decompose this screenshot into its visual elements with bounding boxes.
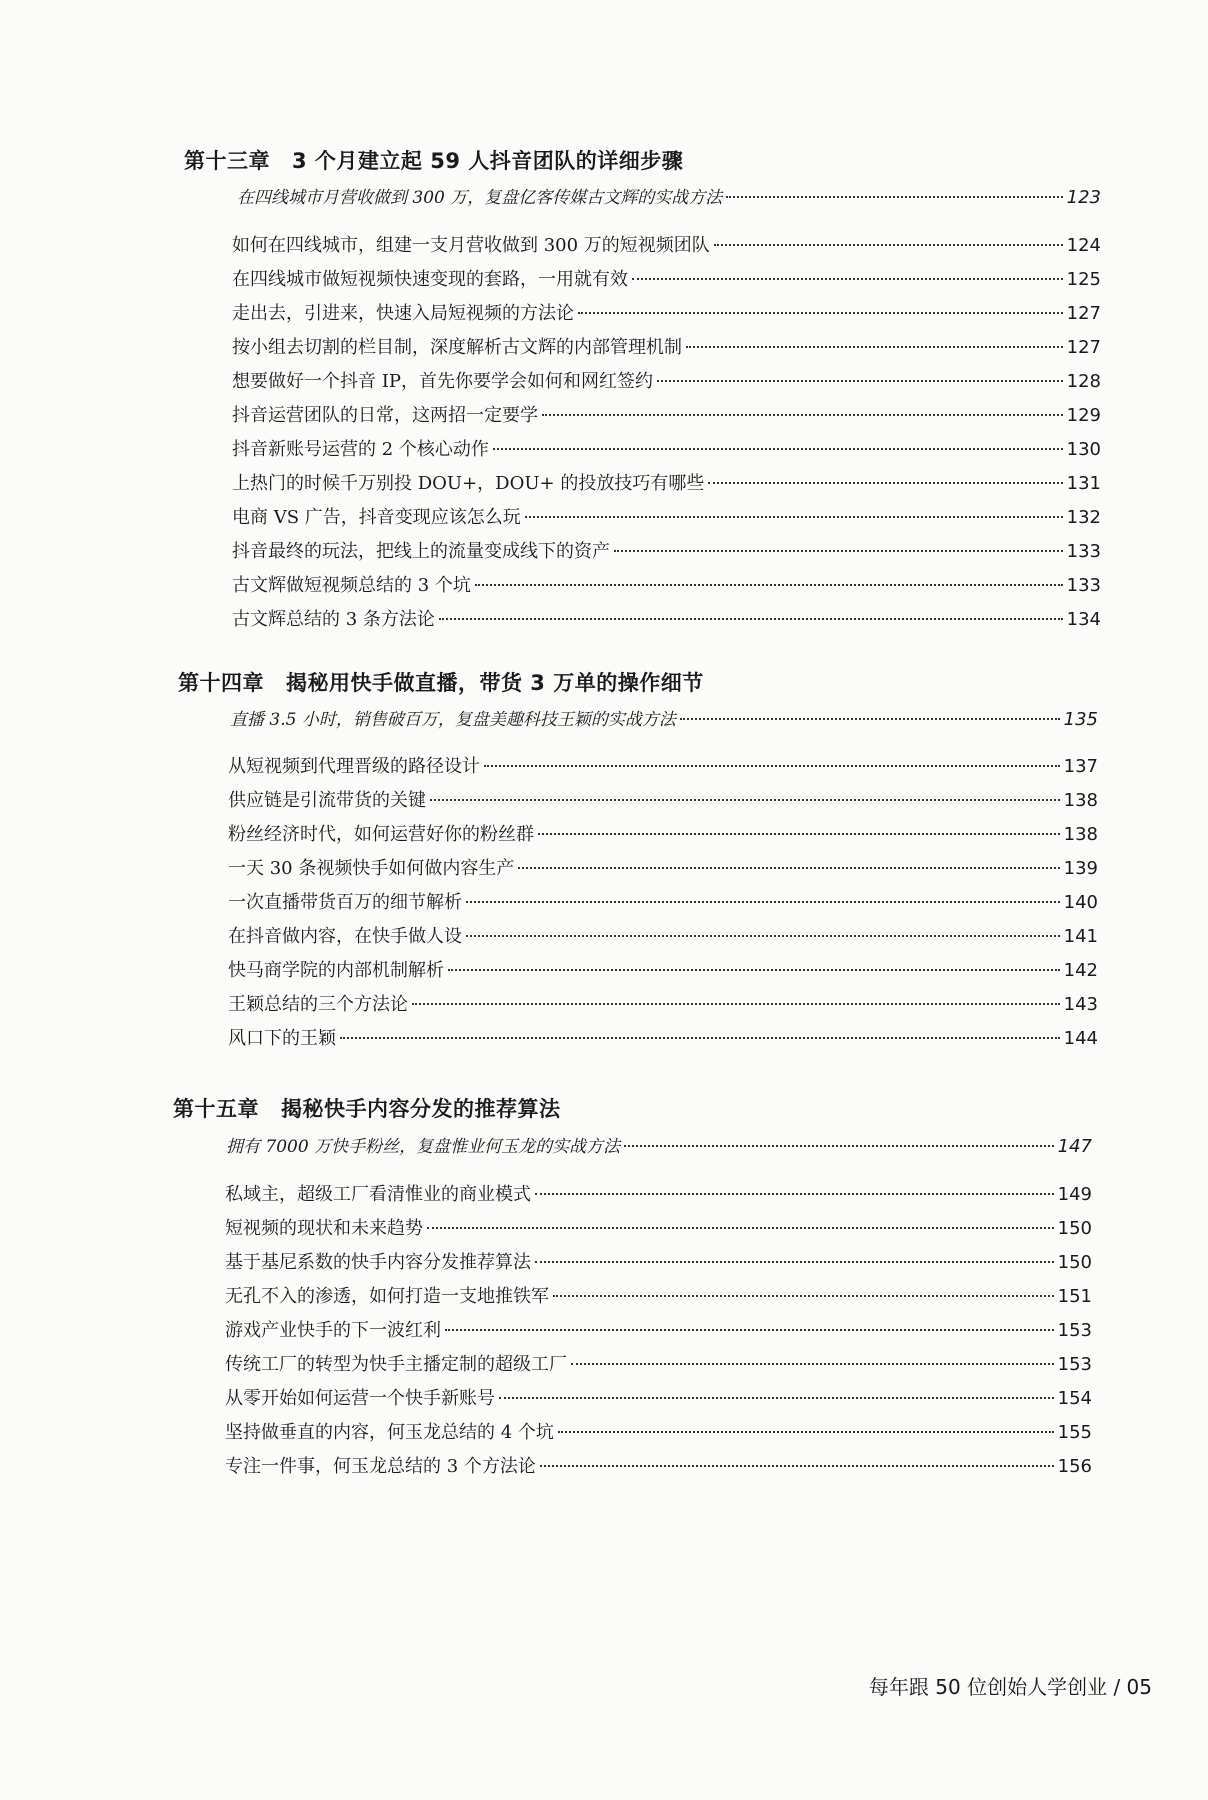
- leader-dots: [466, 935, 1060, 937]
- leader-dots: [535, 1193, 1054, 1195]
- page-number: 135: [1063, 709, 1098, 730]
- entry-title: 拥有 7000 万快手粉丝，复盘惟业何玉龙的实战方法: [226, 1137, 621, 1157]
- page-number: 141: [1063, 926, 1098, 947]
- entry-title: 抖音最终的玩法，把线上的流量变成线下的资产: [232, 541, 610, 562]
- page-number: 125: [1066, 269, 1101, 290]
- page-number: 151: [1057, 1286, 1092, 1307]
- leader-dots: [448, 969, 1060, 971]
- toc-entry[interactable]: [232, 435, 1101, 465]
- entry-title: 走出去，引进来，快速入局短视频的方法论: [232, 303, 574, 324]
- entry-title: 抖音新账号运营的 2 个核心动作: [232, 439, 489, 460]
- leader-dots: [726, 196, 1062, 198]
- entry-title: 从短视频到代理晋级的路径设计: [228, 756, 480, 777]
- entry-title: 上热门的时候千万别投 DOU+，DOU+ 的投放技巧有哪些: [232, 473, 705, 494]
- page-number: 147: [1057, 1136, 1092, 1157]
- leader-dots: [614, 550, 1063, 552]
- entry-title: 电商 VS 广告，抖音变现应该怎么玩: [232, 507, 521, 528]
- leader-dots: [499, 1397, 1054, 1399]
- toc-entry[interactable]: [225, 1248, 1092, 1278]
- page-number: 134: [1066, 609, 1101, 630]
- entry-title: 一天 30 条视频快手如何做内容生产: [228, 858, 515, 879]
- toc-entry[interactable]: [225, 1418, 1092, 1448]
- page-number: 123: [1066, 187, 1101, 208]
- page-number: 138: [1063, 790, 1098, 811]
- page-number: 150: [1057, 1218, 1092, 1239]
- page-number: 127: [1066, 337, 1101, 358]
- chapter-title: 3 个月建立起 59 人抖音团队的详细步骤: [292, 149, 684, 173]
- leader-dots: [538, 833, 1060, 835]
- leader-dots: [430, 799, 1060, 801]
- page-number: 143: [1063, 994, 1098, 1015]
- page-number: 153: [1057, 1320, 1092, 1341]
- page-number: 133: [1066, 541, 1101, 562]
- entry-title: 一次直播带货百万的细节解析: [228, 892, 462, 913]
- page-number: 144: [1063, 1028, 1098, 1049]
- toc-entry[interactable]: [228, 752, 1098, 782]
- toc-entry[interactable]: [225, 1350, 1092, 1380]
- entry-title: 粉丝经济时代，如何运营好你的粉丝群: [228, 824, 534, 845]
- toc-entry[interactable]: [232, 605, 1101, 635]
- page-number: 127: [1066, 303, 1101, 324]
- entry-title: 在四线城市月营收做到 300 万，复盘亿客传媒古文辉的实战方法: [237, 188, 723, 208]
- entry-title: 坚持做垂直的内容，何玉龙总结的 4 个坑: [225, 1422, 554, 1443]
- toc-entry[interactable]: [232, 401, 1101, 431]
- page-number: 133: [1066, 575, 1101, 596]
- entry-title: 在抖音做内容，在快手做人设: [228, 926, 462, 947]
- entry-title: 古文辉做短视频总结的 3 个坑: [232, 575, 471, 596]
- toc-entry[interactable]: [232, 469, 1101, 499]
- toc-entry[interactable]: [232, 367, 1101, 397]
- leader-dots: [714, 244, 1063, 246]
- page-number: 128: [1066, 371, 1101, 392]
- entry-title: 传统工厂的转型为快手主播定制的超级工厂: [225, 1354, 567, 1375]
- page-number: 137: [1063, 756, 1098, 777]
- leader-dots: [624, 1145, 1054, 1147]
- entry-title: 私域主，超级工厂看清惟业的商业模式: [225, 1184, 531, 1205]
- toc-subtitle-entry[interactable]: [237, 183, 1101, 213]
- page-number: 156: [1057, 1456, 1092, 1477]
- page-number: 124: [1066, 235, 1101, 256]
- entry-title: 在四线城市做短视频快速变现的套路，一用就有效: [232, 269, 628, 290]
- toc-entry[interactable]: [228, 854, 1098, 884]
- page-number: 155: [1057, 1422, 1092, 1443]
- page-number: 153: [1057, 1354, 1092, 1375]
- page-number: 140: [1063, 892, 1098, 913]
- toc-entry[interactable]: [232, 333, 1101, 363]
- leader-dots: [708, 482, 1062, 484]
- entry-title: 古文辉总结的 3 条方法论: [232, 609, 435, 630]
- toc-subtitle-entry[interactable]: [226, 1132, 1092, 1162]
- toc-entry[interactable]: [225, 1384, 1092, 1414]
- leader-dots: [340, 1037, 1060, 1039]
- chapter-number: 第十三章: [184, 149, 270, 173]
- page-number: 149: [1057, 1184, 1092, 1205]
- entry-title: 基于基尼系数的快手内容分发推荐算法: [225, 1252, 531, 1273]
- toc-entry[interactable]: [228, 956, 1098, 986]
- page-footer: 每年跟 50 位创始人学创业 / 05: [868, 1675, 1152, 1699]
- entry-title: 专注一件事，何玉龙总结的 3 个方法论: [225, 1456, 536, 1477]
- toc-entry[interactable]: [228, 1024, 1098, 1054]
- toc-entry[interactable]: [228, 990, 1098, 1020]
- leader-dots: [439, 618, 1063, 620]
- leader-dots: [427, 1227, 1054, 1229]
- toc-entry[interactable]: [228, 820, 1098, 850]
- chapter-heading: [178, 669, 704, 697]
- toc-entry[interactable]: [225, 1316, 1092, 1346]
- entry-title: 想要做好一个抖音 IP，首先你要学会如何和网红签约: [232, 371, 653, 392]
- chapter-title: 揭秘用快手做直播，带货 3 万单的操作细节: [286, 671, 704, 695]
- toc-entry[interactable]: [225, 1282, 1092, 1312]
- toc-entry[interactable]: [228, 786, 1098, 816]
- entry-title: 快马商学院的内部机制解析: [228, 960, 444, 981]
- page-number: 138: [1063, 824, 1098, 845]
- entry-title: 短视频的现状和未来趋势: [225, 1218, 423, 1239]
- leader-dots: [542, 414, 1063, 416]
- page-number: 130: [1066, 439, 1101, 460]
- page-number: 129: [1066, 405, 1101, 426]
- page-number: 132: [1066, 507, 1101, 528]
- leader-dots: [571, 1363, 1054, 1365]
- leader-dots: [475, 584, 1063, 586]
- leader-dots: [632, 278, 1063, 280]
- toc-entry[interactable]: [232, 231, 1101, 261]
- toc-entry[interactable]: [232, 503, 1101, 533]
- chapter-heading: [184, 147, 683, 175]
- entry-title: 直播 3.5 小时，销售破百万，复盘美趣科技王颖的实战方法: [230, 710, 676, 730]
- chapter-title: 揭秘快手内容分发的推荐算法: [281, 1097, 561, 1121]
- toc-entry[interactable]: [228, 888, 1098, 918]
- page-number: 150: [1057, 1252, 1092, 1273]
- toc-subtitle-entry[interactable]: [230, 705, 1098, 735]
- leader-dots: [493, 448, 1063, 450]
- entry-title: 无孔不入的渗透，如何打造一支地推铁军: [225, 1286, 549, 1307]
- page-number: 139: [1063, 858, 1098, 879]
- entry-title: 从零开始如何运营一个快手新账号: [225, 1388, 495, 1409]
- leader-dots: [578, 312, 1063, 314]
- toc-entry[interactable]: [225, 1214, 1092, 1244]
- leader-dots: [525, 516, 1063, 518]
- entry-title: 风口下的王颖: [228, 1028, 336, 1049]
- leader-dots: [686, 346, 1063, 348]
- toc-entry[interactable]: [225, 1452, 1092, 1482]
- entry-title: 供应链是引流带货的关键: [228, 790, 426, 811]
- leader-dots: [445, 1329, 1054, 1331]
- chapter-number: 第十五章: [173, 1097, 259, 1121]
- leader-dots: [558, 1431, 1054, 1433]
- chapter-heading: [173, 1095, 561, 1123]
- toc-entry[interactable]: [232, 299, 1101, 329]
- chapter-number: 第十四章: [178, 671, 264, 695]
- leader-dots: [518, 867, 1059, 869]
- toc-entry[interactable]: [232, 265, 1101, 295]
- leader-dots: [484, 765, 1060, 767]
- entry-title: 抖音运营团队的日常，这两招一定要学: [232, 405, 538, 426]
- leader-dots: [412, 1003, 1060, 1005]
- leader-dots: [657, 380, 1063, 382]
- entry-title: 如何在四线城市，组建一支月营收做到 300 万的短视频团队: [232, 235, 710, 256]
- entry-title: 游戏产业快手的下一波红利: [225, 1320, 441, 1341]
- page-number: 131: [1066, 473, 1101, 494]
- entry-title: 王颖总结的三个方法论: [228, 994, 408, 1015]
- toc-entry[interactable]: [225, 1180, 1092, 1210]
- entry-title: 按小组去切割的栏目制，深度解析古文辉的内部管理机制: [232, 337, 682, 358]
- leader-dots: [540, 1465, 1054, 1467]
- toc-entry[interactable]: [232, 571, 1101, 601]
- leader-dots: [553, 1295, 1054, 1297]
- page-number: 142: [1063, 960, 1098, 981]
- leader-dots: [466, 901, 1060, 903]
- leader-dots: [680, 718, 1060, 720]
- leader-dots: [535, 1261, 1054, 1263]
- toc-entry[interactable]: [228, 922, 1098, 952]
- page-number: 154: [1057, 1388, 1092, 1409]
- toc-entry[interactable]: [232, 537, 1101, 567]
